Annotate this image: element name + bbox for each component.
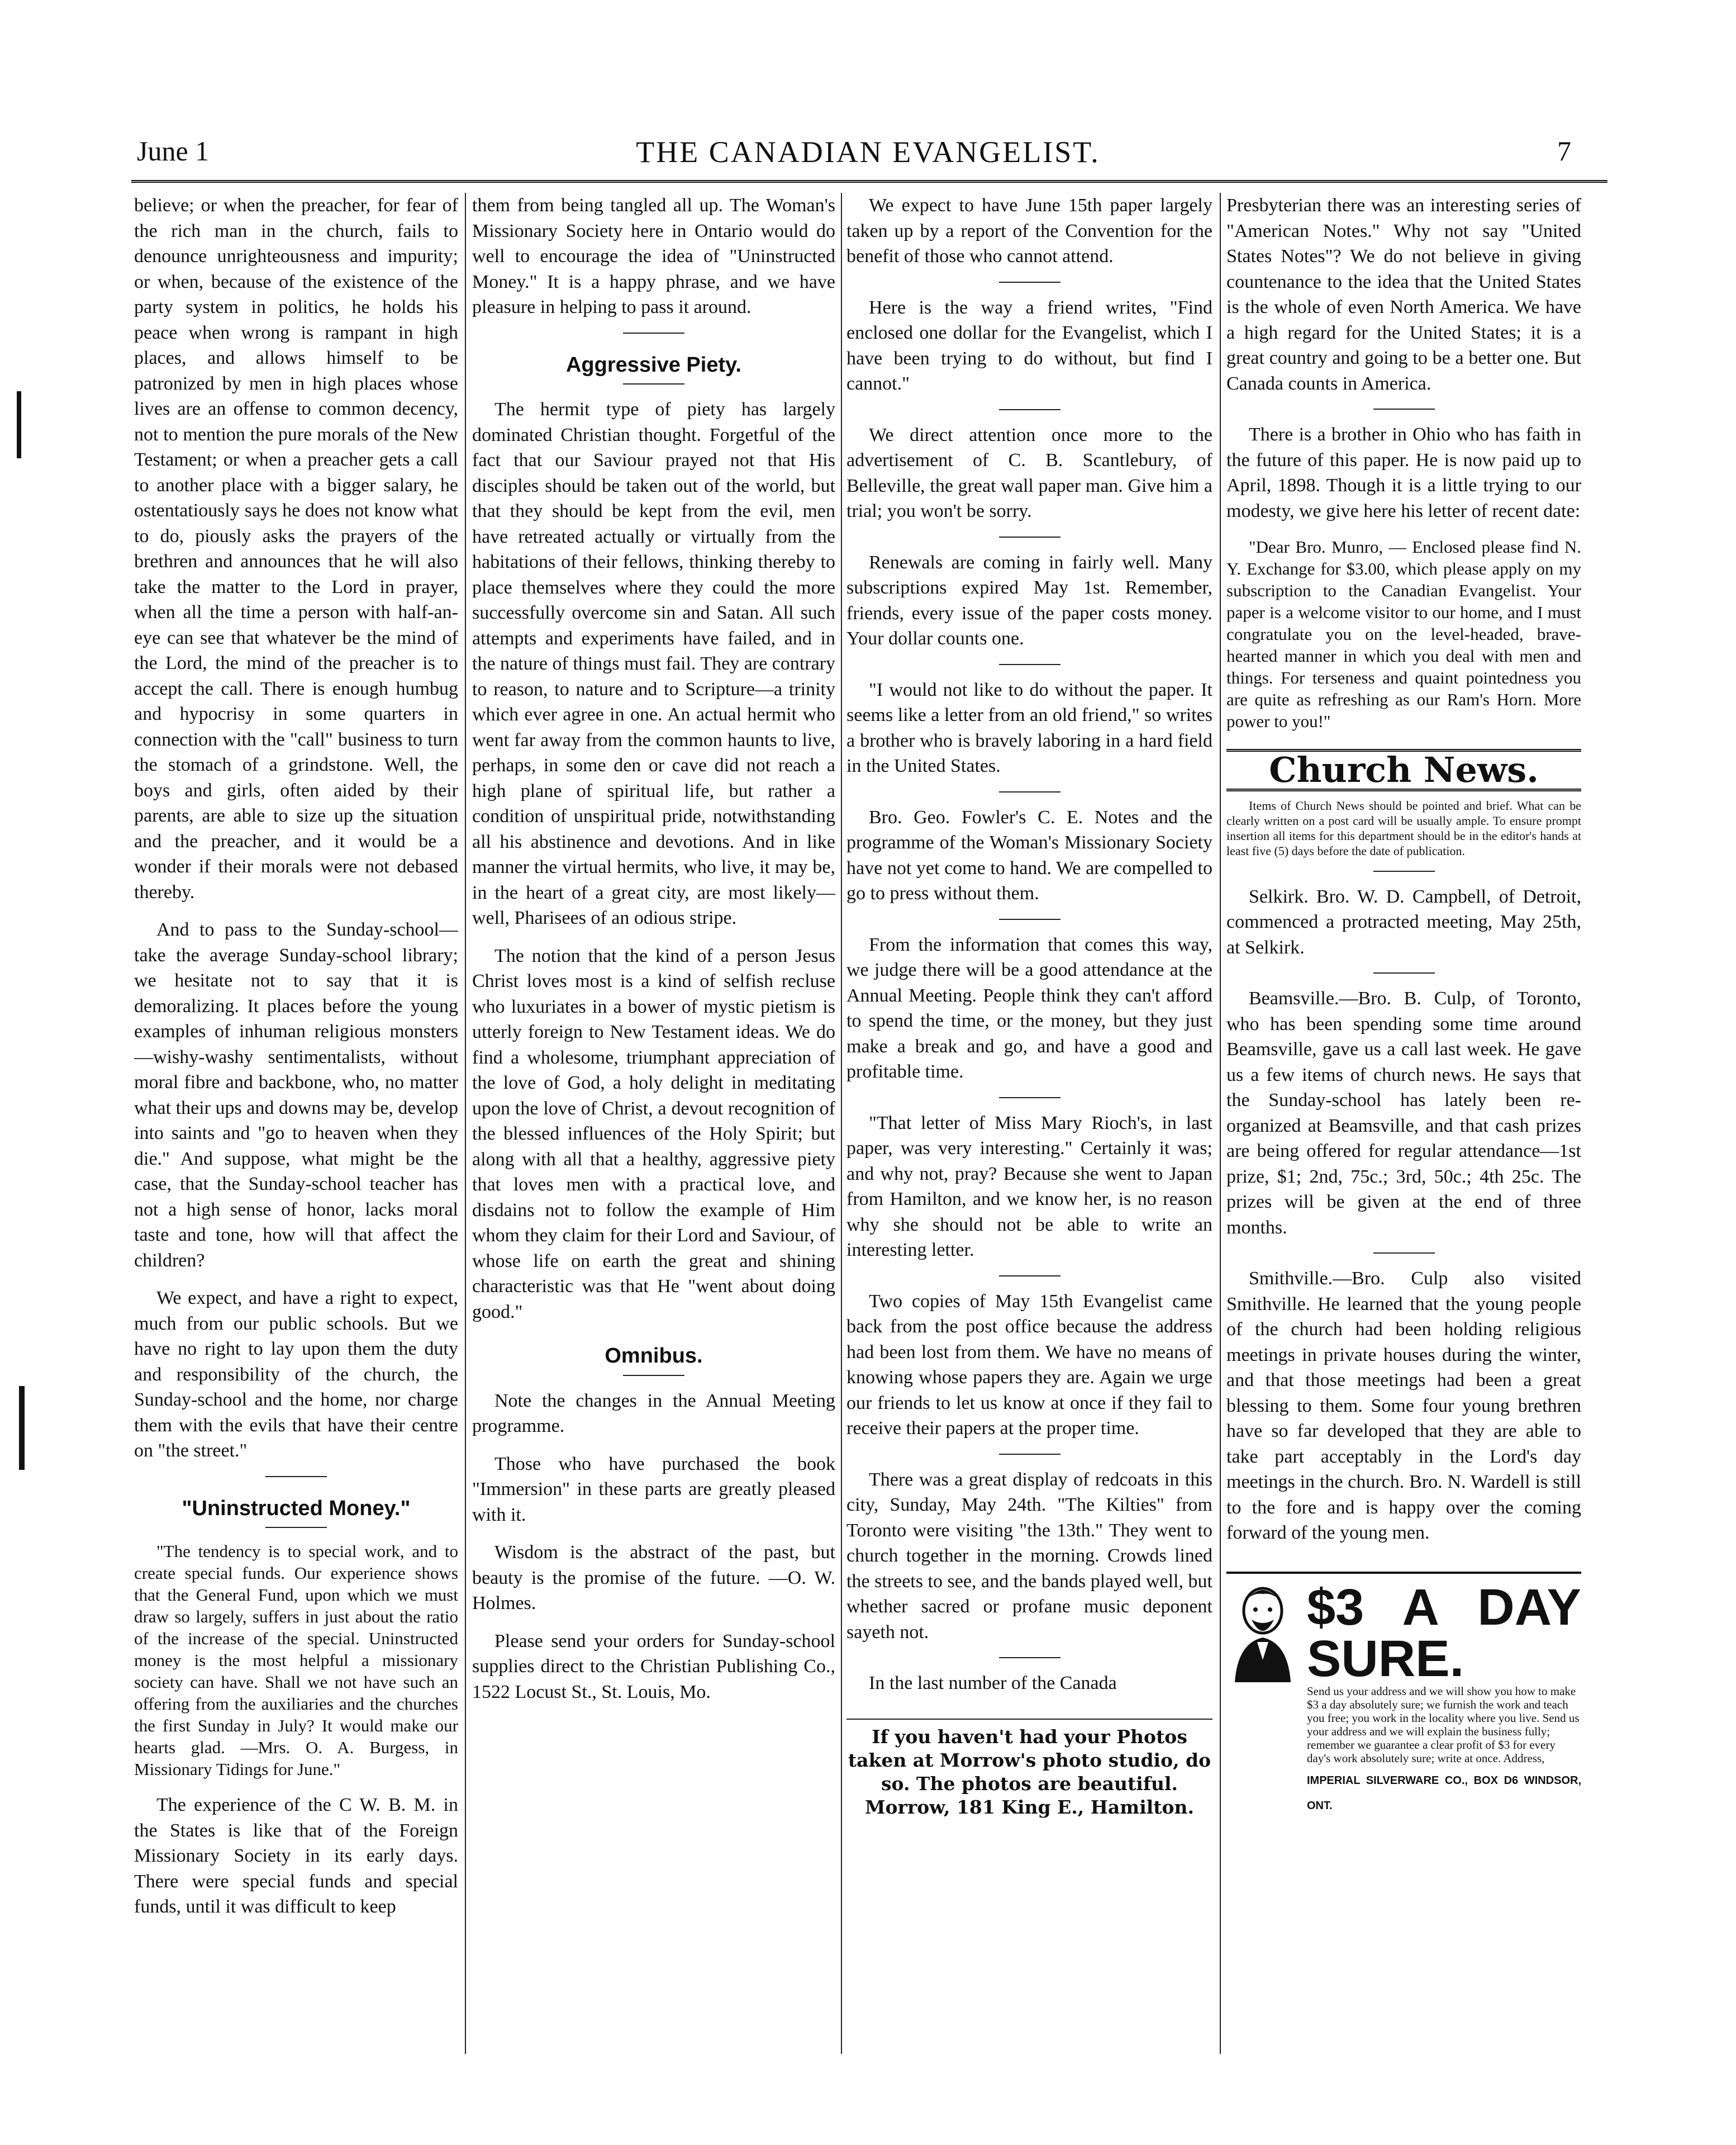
column-divider <box>1220 193 1221 2054</box>
header-date: June 1 <box>137 135 210 167</box>
section-heading: Omnibus. <box>605 1344 703 1368</box>
section-divider <box>623 333 684 334</box>
item-divider <box>999 1275 1060 1276</box>
scan-mark <box>17 391 21 458</box>
item-divider <box>1373 972 1435 974</box>
section-heading: "Uninstructed Money." <box>182 1496 411 1520</box>
photo-studio-advertisement: If you haven't had your Photos taken at Morrow's photo studio, do so. The photos are beautiful. Morrow, 181 King E., Hamilton. <box>846 1719 1212 1819</box>
masthead-title: THE CANADIAN EVANGELIST. <box>636 135 1100 169</box>
item-divider <box>999 664 1060 665</box>
paragraph: Smithville.—Bro. Culp also visited Smithville. He learned that the young people of the church had been holding religious meetings in private houses during the winter, and that those meetings had been a great blessing to them. Some four young brethren have so far developed that they are able to take part acceptably in the Lord's day meetings in the church. Bro. N. Wardell is still to the fore and is happy over the coming forward of the young men. <box>1226 1268 1581 1543</box>
paragraph: And to pass to the Sunday-school—take the average Sunday-school library; we hesitate not to say that it is demoralizing. It places before the young examples of inhuman religious monsters—wishy-washy sentimentalists, without moral fibre and backbone, who, no matter what their ups and downs may be, develop into saints and "go to heaven when they die." And suppose, what might be the case, that the Sunday-school teacher has not a high sense of honor, lacks moral taste and tone, how will that affect the children? <box>134 919 458 1271</box>
item-divider <box>999 1657 1060 1658</box>
church-news-heading: Church News. <box>1226 749 1581 791</box>
page-number: 7 <box>1557 135 1571 167</box>
paragraph: Note the changes in the Annual Meeting programme. <box>472 1390 835 1436</box>
portrait-image <box>1226 1582 1299 1682</box>
item-divider <box>999 1097 1060 1098</box>
item-divider <box>999 919 1060 920</box>
paragraph: Presbyterian there was an interesting series of "American Notes." Why not say "United States Notes"? We do not believe in giving countenance to the idea that the United States is the whole of even North America. We have a high regard for the United States; it is a great country and going to be a better one. But Canada counts in America. <box>1226 195 1581 394</box>
paragraph: We direct attention once more to the advertisement of C. B. Scantlebury, of Belleville, the great wall paper man. Give him a trial; you won't be sorry. <box>846 424 1212 521</box>
paragraph: them from being tangled all up. The Woman's Missionary Society here in Ontario would do well to encourage the idea of "Uninstructed Money." It is a happy phrase, and we have pleasure in helping to pass it around. <box>472 195 835 317</box>
section-divider <box>265 1476 327 1477</box>
paragraph: Renewals are coming in fairly well. Many subscriptions expired May 1st. Remember, friends, every issue of the paper costs money. Your dollar counts one. <box>846 552 1212 649</box>
item-divider <box>999 537 1060 538</box>
paragraph: Wisdom is the abstract of the past, but beauty is the promise of the future. —O. W. Holmes. <box>472 1542 835 1614</box>
paragraph: There was a great display of redcoats in this city, Sunday, May 24th. "The Kilties" from Toronto were visiting "the 13th." They went to church together in the morning. Crowds lined the streets to see, and the bands played well, but whether sacred or profane music deponent sayeth not. <box>846 1469 1212 1643</box>
item-divider <box>999 409 1060 410</box>
item-divider <box>1373 409 1435 410</box>
paragraph: "I would not like to do without the paper. It seems like a letter from an old friend," so writes a brother who is bravely laboring in a hard field in the United States. <box>846 679 1212 776</box>
section-divider <box>265 1527 327 1528</box>
paragraph: We expect, and have a right to expect, much from our public schools. But we have no right to lay upon them the duty and responsibility of the church, the Sunday-school and the home, nor charge them with the evils that have their centre on "the street." <box>134 1288 458 1461</box>
paragraph: believe; or when the preacher, for fear of the rich man in the church, fails to denounce unrighteousness and impurity; or when, because of the existence of the party system in politics, he holds his peace when wrong is rampant in high places, and allows himself to be patronized by men in high places whose lives are an offense to common decency, not to mention the pure morals of the New Testament; or when a preacher gets a call to another place with a bigger salary, he ostentatiously says he does not know what to do, piously asks the prayers of the brethren and announces that he will also take the matter to the Lord in prayer, when all the time a person with half-an-eye can see that whatever be the mind of the Lord, the mind of the preacher is to accept the call. There is enough humbug and hypocrisy in some quarters in connection with the "call" business to turn the stomach of a grindstone. Well, the boys and girls, often aided by their parents, are able to size up the situation and the preacher, and it would be a wonder if their morals were not debased thereby. <box>134 195 458 903</box>
item-divider <box>999 282 1060 283</box>
paragraph: Beamsville.—Bro. B. Culp, of Toronto, who has been spending some time around Beamsville, gave us a call last week. He gave us a few items of church news. He says that the Sunday-school has lately been re-organized at Beamsville, and that cash prizes are being offered for regular attendance—1st prize, $1; 2nd, 75c.; 3rd, 50c.; 4th 25c. The prizes will be given at the end of three months. <box>1226 988 1581 1238</box>
header-rule <box>131 180 1607 183</box>
paragraph: Two copies of May 15th Evangelist came back from the post office because the address had been lost from them. We have no means of knowing whose papers they are. Again we urge our friends to let us know at once if they fail to receive their papers at the proper time. <box>846 1290 1212 1439</box>
section-divider <box>623 383 684 385</box>
scan-mark <box>19 1386 25 1470</box>
section-divider <box>623 1375 684 1376</box>
paragraph: There is a brother in Ohio who has faith in the future of this paper. He is now paid up to April, 1898. Though it is a little trying to our modesty, we give here his letter of recent date: <box>1226 424 1581 521</box>
item-divider <box>999 1454 1060 1455</box>
column-divider <box>841 193 842 2054</box>
ad-headline: $3 A DAY SURE. <box>1307 1578 1581 1687</box>
paragraph: The experience of the C W. B. M. in the States is like that of the Foreign Missionary Society in its early days. There were special funds and special funds, until it was difficult to keep <box>134 1795 458 1917</box>
church-news-note: Items of Church News should be pointed and brief. What can be clearly written on a post card will be usually ample. To ensure prompt insertion all items for this department should be in the editor's hands at least five (5) days before the date of publication. <box>1226 798 1581 858</box>
paragraph: In the last number of the Canada <box>869 1673 1117 1693</box>
item-divider <box>999 791 1060 792</box>
paragraph: From the information that comes this way, we judge there will be a good attendance at the Annual Meeting. People think they can't afford to spend the time, or the money, but they just make a break and go, and have a good and profitable time. <box>846 934 1212 1082</box>
paragraph: Here is the way a friend writes, "Find enclosed one dollar for the Evangelist, which I have been trying to do without, but find I cannot." <box>846 297 1212 394</box>
paragraph: Please send your orders for Sunday-school supplies direct to the Christian Publishing Co., 1522 Locust St., St. Louis, Mo. <box>472 1630 835 1702</box>
ad-body: Send us your address and we will show you how to make $3 a day absolutely sure; we furnish the work and teach you free; you work in the locality where you live. Send us your address and we will explain the business fully; remember we guarantee a clear profit of $3 for every day's work absolutely sure; write at once. Address, <box>1307 1684 1580 1765</box>
column-4 <box>1226 193 1581 2054</box>
paragraph: The notion that the kind of a person Jesus Christ loves most is a kind of selfish recluse who luxuriates in a bower of mystic pietism is utterly foreign to New Testament ideas. We do find a wholesome, triumphant appreciation of the love of God, a holy delight in meditating upon the love of Christ, a devout recognition of the blessed influences of the Holy Spirit; but along with all that a healthy, aggressive piety that loves men with a practical love, and disdains not to follow the example of Him whom they claim for their Lord and Saviour, of whose life on earth the great and shining characteristic was that He "went about doing good." <box>472 945 835 1322</box>
column-1 <box>134 193 458 2054</box>
quotation: "The tendency is to special work, and to create special funds. Our experience shows that the General Fund, upon which we must draw so largely, suffers in just about the ratio of the increase of the special. Uninstructed money is the most helpful a missionary society can have. Shall we not have such an offering from the auxiliaries and the churches the first Sunday in July? It would make our hearts glad. —Mrs. O. A. Burgess, in Missionary Tidings for June." <box>134 1541 458 1779</box>
ad-address: IMPERIAL SILVERWARE CO., BOX D6 WINDSOR, ONT. <box>1307 1774 1581 1812</box>
paragraph: "That letter of Miss Mary Rioch's, in last paper, was very interesting." Certainly it was; and why not, pray? Because she went to Japan from Hamilton, and we know her, is no reason why she should not be able to write an interesting letter. <box>846 1112 1212 1260</box>
quotation: "Dear Bro. Munro, — Enclosed please find N. Y. Exchange for $3.00, which please apply on my subscription to the Canadian Evangelist. Your paper is a welcome visitor to our home, and I must congratulate you on the level-headed, brave-hearted manner in which you deal with men and things. For terseness and quaint pointedness you are quite as refreshing as our Ram's Horn. More power to you!" <box>1226 537 1581 731</box>
item-divider <box>1373 1252 1435 1254</box>
paragraph: Bro. Geo. Fowler's C. E. Notes and the programme of the Woman's Missionary Society have not yet come to hand. We are compelled to go to press without them. <box>846 806 1212 904</box>
paragraph: Selkirk. Bro. W. D. Campbell, of Detroit, commenced a protracted meeting, May 25th, at Selkirk. <box>1226 886 1581 958</box>
paragraph: Those who have purchased the book "Immersion" in these parts are greatly pleased with it. <box>472 1453 835 1525</box>
paragraph: The hermit type of piety has largely dominated Christian thought. Forgetful of the fact that our Saviour prayed not that His disciples should be taken out of the world, but that they should be kept from the evil, men have retreated actually or virtually from the habitations of their fellows, thinking thereby to place themselves where they could the more successfully overcome sin and Satan. All such attempts and experiments have failed, and in the nature of things must fail. They are contrary to reason, to nature and to Scripture—a trinity which ever agree in one. An actual hermit who went far away from the common haunts to live, perhaps, in some den or cave did not reach a high plane of spiritual life, but rather a condition of unspiritual pride, notwithstanding all his abstinence and devotions. And in like manner the virtual hermits, who live, it may be, in the heart of a great city, are most likely—well, Pharisees of an odious stripe. <box>472 399 835 928</box>
column-3 <box>846 193 1212 2054</box>
column-2 <box>472 193 835 2054</box>
section-heading: Aggressive Piety. <box>565 353 741 377</box>
paragraph: We expect to have June 15th paper largely taken up by a report of the Convention for the benefit of those who cannot attend. <box>846 195 1212 267</box>
column-divider <box>465 193 466 2054</box>
item-divider <box>1373 871 1435 872</box>
three-dollar-advertisement <box>1226 1572 1581 1819</box>
